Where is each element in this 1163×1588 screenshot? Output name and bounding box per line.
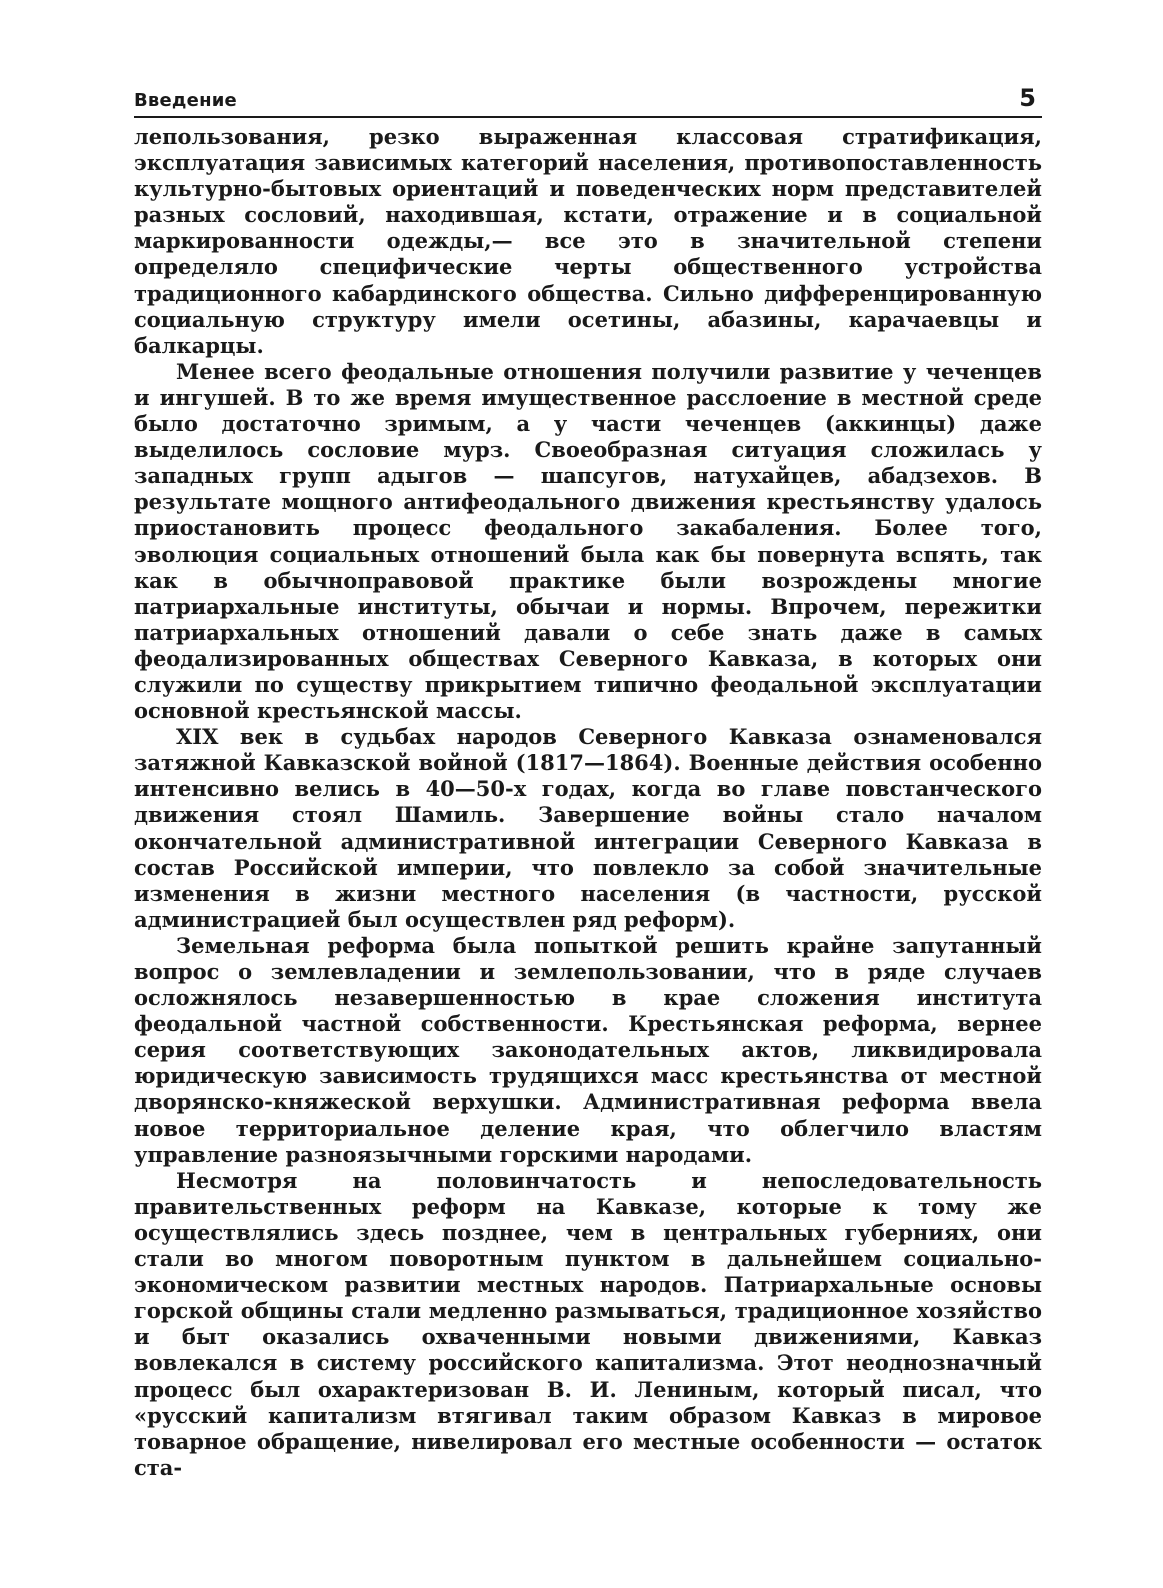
paragraph: Менее всего феодальные отношения получили развитие у чеченцев и ингушей. В то же время имущественное расслоение в местной среде было достаточно зримым, а у части чеченцев (аккинцы) даже выделилось сословие мурз. Своеобразная ситуация сложилась у западных групп адыгов — шапсугов, натухайцев, абадзехов. В результате мощного антифеодального движения крестьянству удалось приостановить процесс феодального закабаления. Более того, эволюция социальных отношений была как бы повернута вспять, так как в обычноправовой практике были возрождены многие патриархальные институты, обычаи и нормы. Впрочем, пережитки патриархальных отношений давали о себе знать даже в самых феодализированных обществах Северного Кавказа, в которых они служили по существу прикрытием типично феодальной эксплуатации основной крестьянской массы. — [134, 358, 1042, 724]
body-text — [134, 124, 1042, 1481]
paragraph: XIX век в судьбах народов Северного Кавказа ознаменовался затяжной Кавказской войной (1817—1864). Военные действия особенно интенсивно велись в 40—50-х годах, когда во главе повстанческого движения стоял Шамиль. Завершение войны стало началом окончательной административной интеграции Северного Кавказа в состав Российской империи, что повлекло за собой значительные изменения в жизни местного населения (в частности, русской администрацией был осуществлен ряд реформ). — [134, 724, 1042, 932]
header-rule — [134, 116, 1042, 118]
section-title: Введение — [134, 90, 237, 111]
paragraph: Земельная реформа была попыткой решить крайне запутанный вопрос о землевладении и землепользовании, что в ряде случаев осложнялось незавершенностью в крае сложения института феодальной частной собственности. Крестьянская реформа, вернее серия соответствующих законодательных актов, ликвидировала юридическую зависимость трудящихся масс крестьянства от местной дворянско-княжеской верхушки. Административная реформа ввела новое территориальное деление края, что облегчило властям управление разноязычными горскими народами. — [134, 932, 1042, 1167]
book-page — [134, 84, 1042, 1481]
running-head — [134, 84, 1042, 114]
page-number: 5 — [1019, 84, 1036, 112]
paragraph: Несмотря на половинчатость и непоследовательность правительственных реформ на Кавказе, которые к тому же осуществлялись здесь позднее, чем в центральных губерниях, они стали во многом поворотным пунктом в дальнейшем социально-экономическом развитии местных народов. Патриархальные основы горской общины стали медленно размываться, традиционное хозяйство и быт оказались охваченными новыми движениями, Кавказ вовлекался в систему российского капитализма. Этот неоднозначный процесс был охарактеризован В. И. Лениным, который писал, что «русский капитализм втягивал таким образом Кавказ в мировое товарное обращение, нивелировал его местные особенности — остаток ста- — [134, 1167, 1042, 1480]
paragraph: лепользования, резко выраженная классовая стратификация, эксплуатация зависимых категорий населения, противопоставленность культурно-бытовых ориентаций и поведенческих норм представителей разных сословий, находившая, кстати, отражение и в социальной маркированности одежды,— все это в значительной степени определяло специфические черты общественного устройства традиционного кабардинского общества. Сильно дифференцированную социальную структуру имели осетины, абазины, карачаевцы и балкарцы. — [134, 124, 1042, 358]
